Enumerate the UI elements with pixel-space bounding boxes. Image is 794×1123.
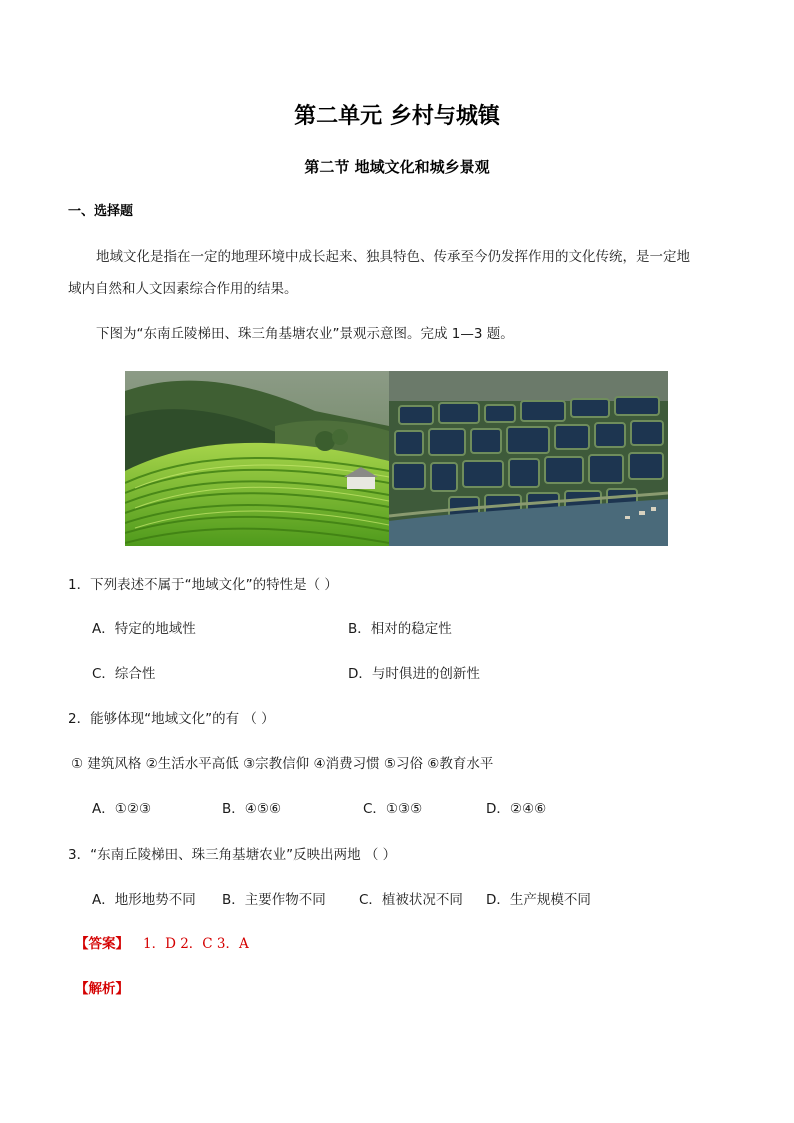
terraced-rice-field-photo	[125, 371, 389, 546]
question-2-option-a: A．①②③	[92, 801, 152, 817]
answer-value: 1．D 2．C 3．A	[143, 936, 249, 952]
question-3-option-d: D．生产规模不同	[486, 892, 591, 908]
section-title: 第二节 地域文化和城乡景观	[304, 158, 490, 176]
question-2-stem: 2．能够体现“地域文化”的有 （ ）	[68, 711, 275, 727]
question-3-option-c: C．植被状况不同	[359, 892, 463, 908]
intro-line-3: 下图为“东南丘陵梯田、珠三角基塘农业”景观示意图。完成 1—3 题。	[96, 326, 514, 342]
question-1-option-d: D．与时俱进的创新性	[348, 666, 480, 682]
intro-line-1: 地域文化是指在一定的地理环境中成长起来、独具特色、传承至今仍发挥作用的文化传统，是一定地	[96, 249, 690, 265]
analysis-label: 【解析】	[75, 981, 129, 997]
part-label: 一、选择题	[68, 204, 134, 219]
question-2-option-c: C．①③⑤	[363, 801, 423, 817]
question-1-stem: 1．下列表述不属于“地域文化”的特性是（ ）	[68, 577, 338, 593]
question-3-option-b: B．主要作物不同	[222, 892, 326, 908]
answer-label: 【答案】	[75, 936, 129, 952]
question-2-items: ① 建筑风格 ②生活水平高低 ③宗教信仰 ④消费习惯 ⑤习俗 ⑥教育水平	[71, 756, 494, 772]
fish-pond-dike-photo	[389, 371, 668, 546]
question-3-option-a: A．地形地势不同	[92, 892, 196, 908]
question-1-option-a: A．特定的地域性	[92, 621, 196, 637]
question-2-option-b: B．④⑤⑥	[222, 801, 282, 817]
question-2-option-d: D．②④⑥	[486, 801, 547, 817]
question-1-option-b: B．相对的稳定性	[348, 621, 452, 637]
unit-title: 第二单元 乡村与城镇	[294, 103, 500, 129]
question-1-option-c: C．综合性	[92, 666, 156, 682]
intro-line-2: 域内自然和人文因素综合作用的结果。	[68, 281, 298, 297]
question-3-stem: 3．“东南丘陵梯田、珠三角基塘农业”反映出两地 （ ）	[68, 847, 397, 863]
